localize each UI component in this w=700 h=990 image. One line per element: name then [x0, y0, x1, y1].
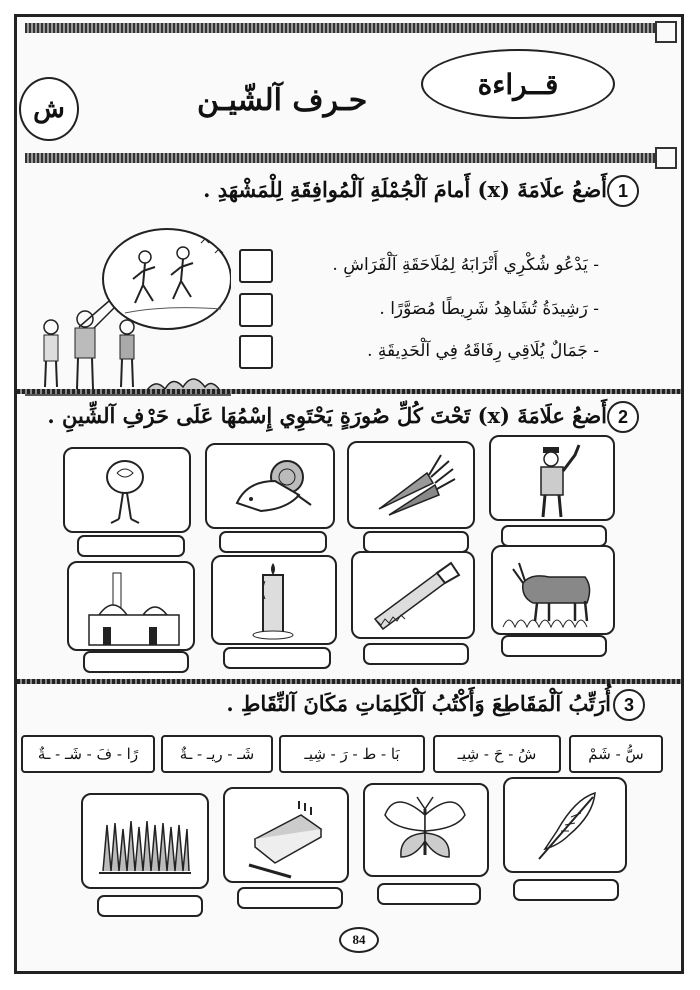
scene-illustration	[25, 223, 231, 399]
letter-badge	[19, 77, 79, 141]
answer-checkbox-1[interactable]	[239, 249, 273, 283]
candle-picture	[211, 555, 337, 645]
syllable-group-3: بَا - ط - رَ - شِيـ	[279, 735, 425, 773]
question-3-instruction: أُرَتِّبُ آلْمَقَاطِعَ وَأَكْتُبُ آلْكَلِمَاتِ مَكَانَ آلنِّقَاطِ .	[226, 691, 611, 716]
question-3-number: 3	[613, 689, 645, 721]
page-title: حـرف آلشّيـن	[197, 83, 368, 118]
tree-icon	[65, 449, 189, 531]
mosque-picture	[67, 561, 195, 651]
policeman-icon	[491, 437, 613, 519]
butterfly-picture	[363, 783, 489, 877]
tree-picture	[63, 447, 191, 533]
feather-picture	[503, 777, 627, 873]
ram-picture	[205, 443, 335, 529]
page-number	[339, 927, 379, 953]
answer-box[interactable]	[223, 647, 331, 669]
section-divider	[17, 679, 681, 684]
answer-box[interactable]	[501, 525, 607, 547]
answer-box[interactable]	[97, 895, 203, 917]
syllable-group-1: سُّ - شَمْ	[569, 735, 663, 773]
question-2-number: 2	[607, 401, 639, 433]
saw-picture	[351, 551, 475, 639]
letter-label: ش	[33, 94, 65, 124]
answer-box[interactable]	[501, 635, 607, 657]
sentence-3: - جَمَالٌ يُلَاقِي رِفَاقَهُ فِي آلْحَدِيقَةِ .	[367, 341, 599, 361]
sentence-2: - رَشِيدَةُ تُشَاهِدُ شَرِيطًا مُصَوَّرًا .	[379, 299, 599, 319]
answer-box[interactable]	[513, 879, 619, 901]
corner-ornament	[655, 147, 677, 169]
answer-box[interactable]	[77, 535, 185, 557]
question-2-instruction: أَضعُ علَامَةَ (x) تَحْتَ كُلِّ صُورَةٍ يَحْتَوِي إِسْمُهَا عَلَى حَرْفِ آلشِّينِ .	[47, 403, 607, 428]
syllable-strip	[17, 735, 681, 771]
worksheet-page	[14, 14, 684, 974]
ram-icon	[207, 445, 333, 527]
butterfly-icon	[365, 785, 487, 875]
answer-checkbox-3[interactable]	[239, 335, 273, 369]
answer-box[interactable]	[237, 887, 343, 909]
policeman-picture	[489, 435, 615, 521]
feather-icon	[505, 779, 625, 871]
page-number-label: 84	[352, 932, 366, 947]
subject-oval	[421, 49, 615, 119]
question-1-number: 1	[607, 175, 639, 207]
header-bottom-border	[25, 153, 655, 163]
candle-icon	[213, 557, 335, 643]
answer-box[interactable]	[363, 643, 469, 665]
sentence-1: - يَدْعُو شُكْرِي أَتْرَابَهُ لِمُلَاحَقَةِ آلْفَرَاشِ .	[332, 255, 599, 275]
saw-icon	[353, 553, 473, 637]
corner-ornament	[655, 21, 677, 43]
answer-box[interactable]	[219, 531, 327, 553]
header-top-border	[25, 23, 655, 33]
cake-picture	[223, 787, 349, 883]
answer-checkbox-2[interactable]	[239, 293, 273, 327]
question-1-instruction: أَضعُ علَامَةَ (x) أَمامَ آلْجُمْلَةِ آلْمُوافِقَةِ لِلْمَشْهَدِ .	[203, 177, 607, 202]
goat-picture	[491, 545, 615, 635]
syllable-group-2: شُ - حَ - شِيـ	[433, 735, 561, 773]
syllable-group-5: رًا - فَ - شَـ - ـةٌ	[21, 735, 155, 773]
cake-icon	[225, 789, 347, 881]
subject-label: قــراءة	[477, 67, 559, 101]
section-divider	[17, 389, 681, 394]
grass-picture	[81, 793, 209, 889]
carrots-icon	[349, 443, 473, 527]
syllable-group-4: شَـ - ريـ - ـةٌ	[161, 735, 273, 773]
answer-box[interactable]	[363, 531, 469, 553]
carrots-picture	[347, 441, 475, 529]
mosque-icon	[69, 563, 193, 649]
grass-icon	[83, 795, 207, 887]
goat-icon	[493, 547, 613, 633]
answer-box[interactable]	[377, 883, 481, 905]
answer-box[interactable]	[83, 651, 189, 673]
